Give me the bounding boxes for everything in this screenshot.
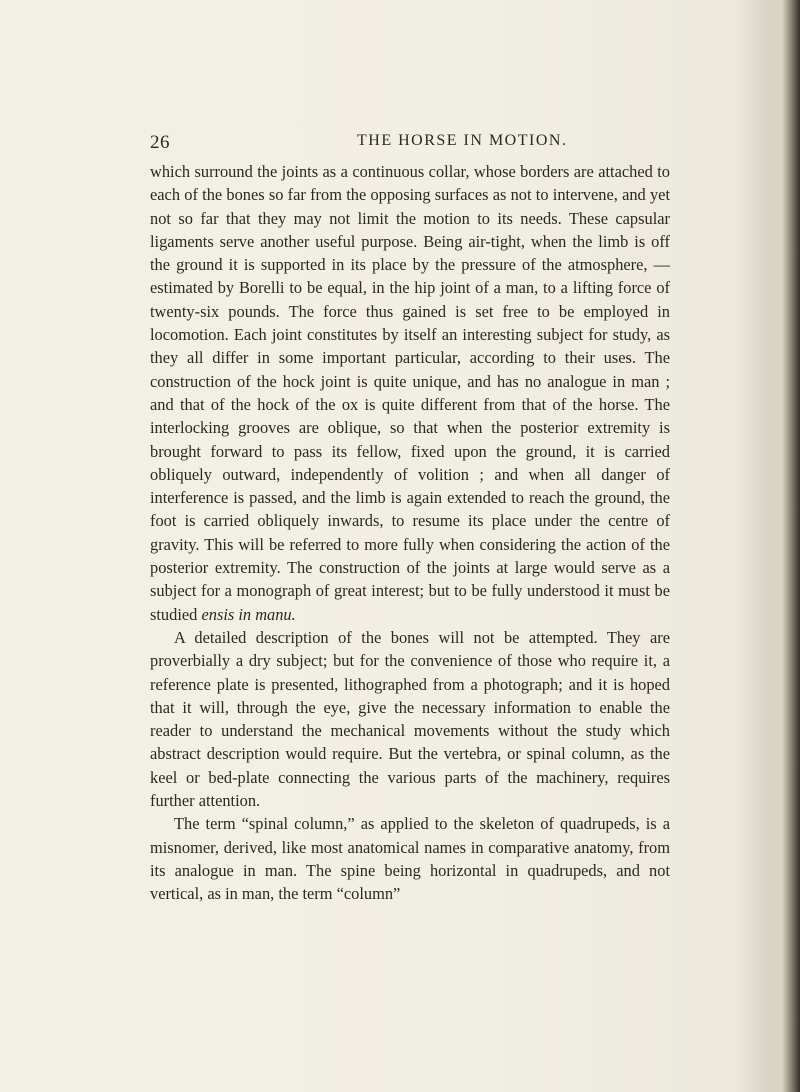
page-edge-shadow — [782, 0, 800, 1092]
page-number: 26 — [150, 132, 170, 153]
paragraph-1 — [150, 160, 670, 626]
paragraph-1-text: which surround the joints as a continuous collar, whose borders are attached to each of the bones so far from the opposing surfaces as not to intervene, and yet not so far that they may not limit the motion to its needs. These capsular ligaments serve another useful purpose. Being air-tight, when the limb is off the ground it is supported in its place by the pressure of the atmosphere, — estimated by Borelli to be equal, in the hip joint of a man, to a lifting force of twenty-six pounds. The force thus gained is set free to be employed in locomotion. Each joint constitutes by itself an interesting subject for study, as they all differ in some important particular, according to their uses. The construction of the hock joint is quite unique, and has no analogue in man ; and that of the hock of the ox is quite different from that of the horse. The interlocking grooves are oblique, so that when the posterior extremity is brought forward to pass its fellow, fixed upon the ground, it is carried obliquely outward, independently of volition ; and when all danger of interference is passed, and the limb is again extended to reach the ground, the foot is carried obliquely inwards, to resume its place under the centre of gravity. This will be referred to more fully when considering the action of the posterior extremity. The construction of the joints at large would serve as a subject for a monograph of great interest; but to be fully understood it must be studied — [150, 162, 670, 624]
paragraph-3: The term “spinal column,” as applied to the skeleton of quadrupeds, is a misnomer, derived, like most anatomical names in comparative anatomy, from its analogue in man. The spine being horizontal in quadrupeds, and not vertical, as in man, the term “column” — [150, 814, 670, 904]
page-header — [150, 132, 670, 156]
latin-phrase: ensis in manu. — [201, 604, 296, 624]
running-title: THE HORSE IN MOTION. — [357, 132, 568, 149]
paragraph-2: A detailed description of the bones will not be attempted. They are proverbially a dry subject; but for the convenience of those who require it, a reference plate is presented, lithographed from a photograph; and it is hoped that it will, through the eye, give the necessary information to enable the reader to understand the mechanical movements without the study which abstract description would require. But the vertebra, or spinal column, as the keel or bed-plate connecting the various parts of the machinery, requires further attention. — [150, 627, 670, 811]
body-text — [150, 160, 670, 906]
